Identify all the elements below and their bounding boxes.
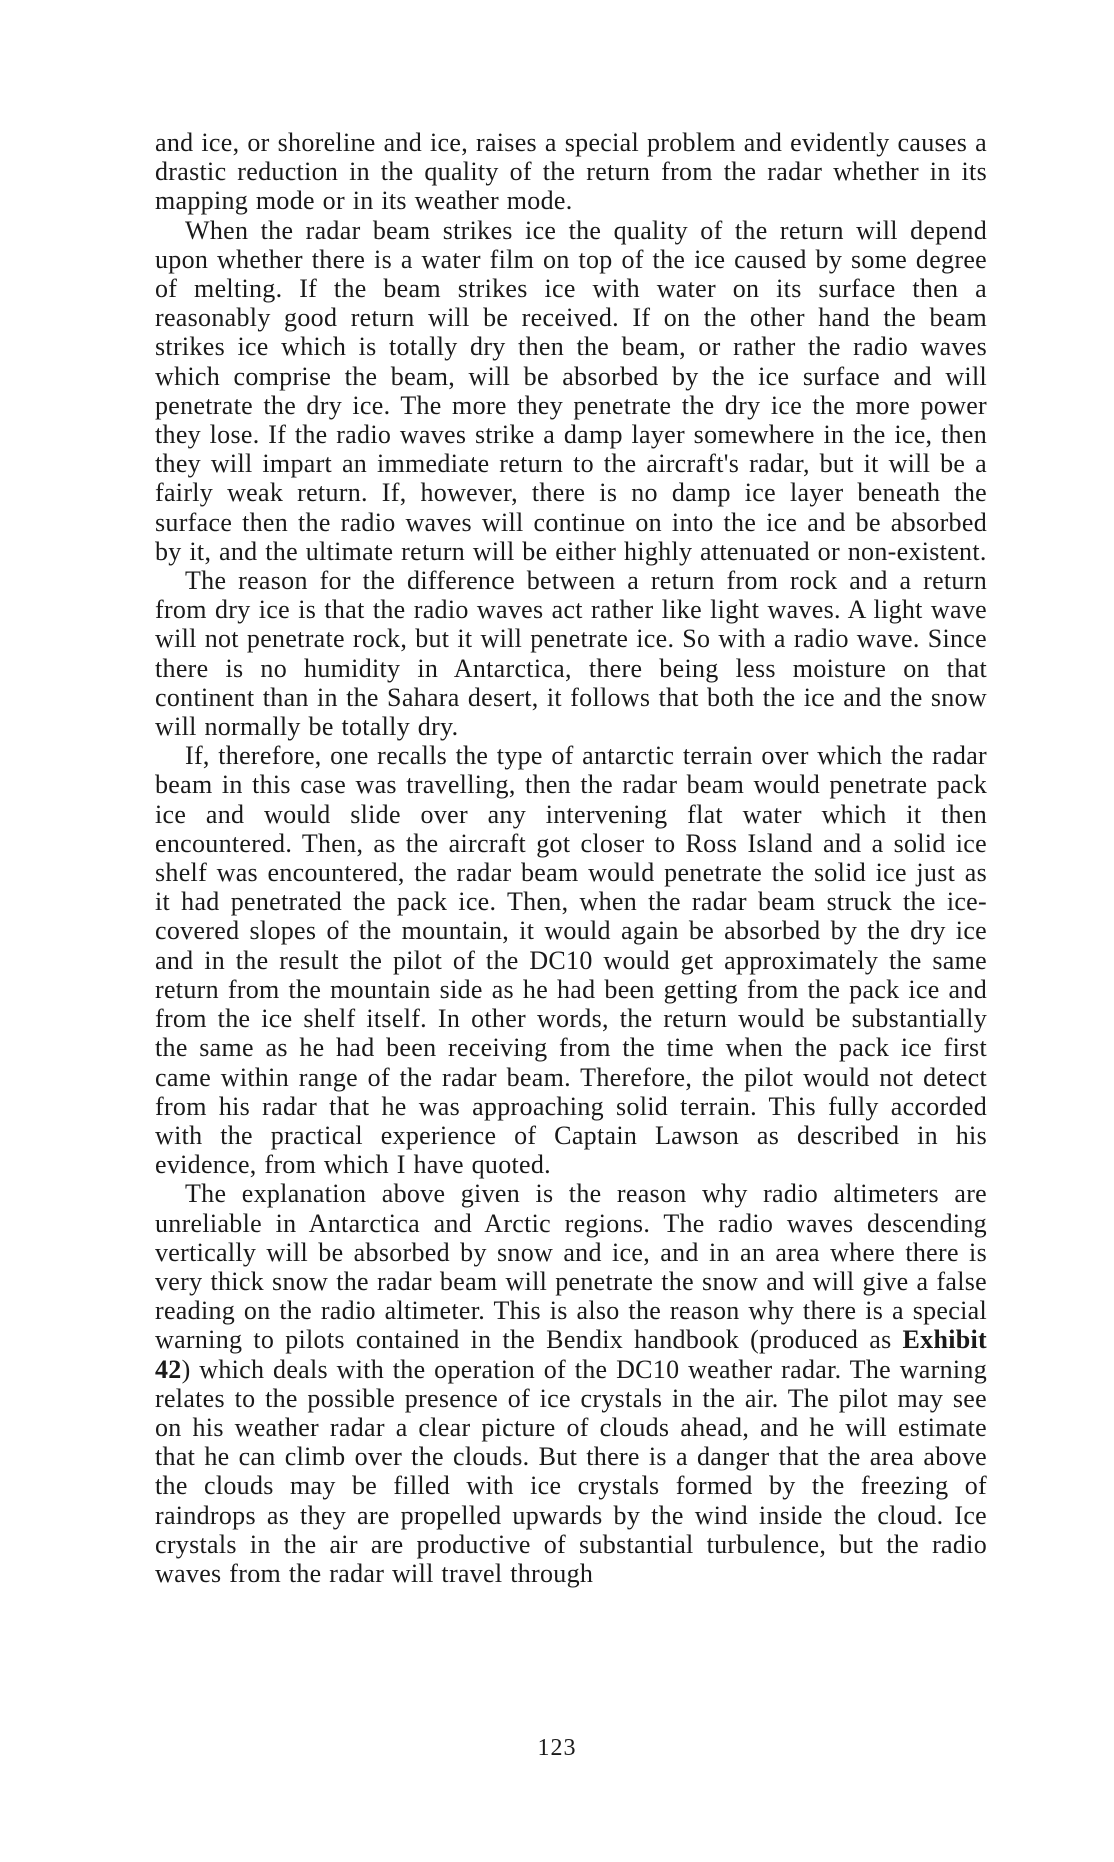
exhibit-reference: Exhibit 42 — [155, 1325, 987, 1384]
paragraph-5-text-before: The explanation above given is the reason why radio altimeters are unreliable in Antarctica and Arctic regions. The radio waves descending vertically will be absorbed by snow and ice, and in an area where there is very thick snow the radar beam will penetrate the snow and will give a false reading on the radio altimeter. This is also the reason why there is a special warning to pilots contained in the Bendix handbook (produced as — [155, 1179, 987, 1355]
paragraph-5 — [155, 1179, 987, 1588]
paragraph-2: When the radar beam strikes ice the quality of the return will depend upon whether there is a water film on top of the ice caused by some degree of melting. If the beam strikes ice with water on its surface then a reasonably good return will be received. If on the other hand the beam strikes ice which is totally dry then the beam, or rather the radio waves which comprise the beam, will be absorbed by the ice surface and will penetrate the dry ice. The more they penetrate the dry ice the more power they lose. If the radio waves strike a damp layer somewhere in the ice, then they will impart an immediate return to the aircraft's radar, but it will be a fairly weak return. If, however, there is no damp ice layer beneath the surface then the radio waves will continue on into the ice and be absorbed by it, and the ultimate return will be either highly attenuated or non-existent. — [155, 215, 987, 566]
paragraph-5-text-after: ) which deals with the operation of the DC10 weather radar. The warning relates to the possible presence of ice crystals in the air. The pilot may see on his weather radar a clear picture of clouds ahead, and he will estimate that he can climb over the clouds. But there is a danger that the area above the clouds may be filled with ice crystals formed by the freezing of raindrops as they are propelled upwards by the wind inside the cloud. Ice crystals in the air are productive of substantial turbulence, but the radio waves from the radar will travel through — [155, 1354, 987, 1588]
paragraph-4: If, therefore, one recalls the type of antarctic terrain over which the radar beam in this case was travelling, then the radar beam would penetrate pack ice and would slide over any intervening flat water which it then encountered. Then, as the aircraft got closer to Ross Island and a solid ice shelf was encountered, the radar beam would penetrate the solid ice just as it had penetrated the pack ice. Then, when the radar beam struck the ice-covered slopes of the mountain, it would again be absorbed by the dry ice and in the result the pilot of the DC10 would get approximately the same return from the mountain side as he had been getting from the pack ice and from the ice shelf itself. In other words, the return would be substantially the same as he had been receiving from the time when the pack ice first came within range of the radar beam. Therefore, the pilot would not detect from his radar that he was approaching solid terrain. This fully accorded with the practical experience of Captain Lawson as described in his evidence, from which I have quoted. — [155, 741, 987, 1180]
paragraph-1: and ice, or shoreline and ice, raises a special problem and evidently causes a drastic reduction in the quality of the return from the radar whether in its mapping mode or in its weather mode. — [155, 128, 987, 216]
page-number: 123 — [537, 1735, 577, 1761]
paragraph-3: The reason for the difference between a return from rock and a return from dry ice is that the radio waves act rather like light waves. A light wave will not penetrate rock, but it will penetrate ice. So with a radio wave. Since there is no humidity in Antarctica, there being less moisture on that continent than in the Sahara desert, it follows that both the ice and the snow will normally be totally dry. — [155, 566, 987, 742]
page-body — [155, 128, 987, 1588]
